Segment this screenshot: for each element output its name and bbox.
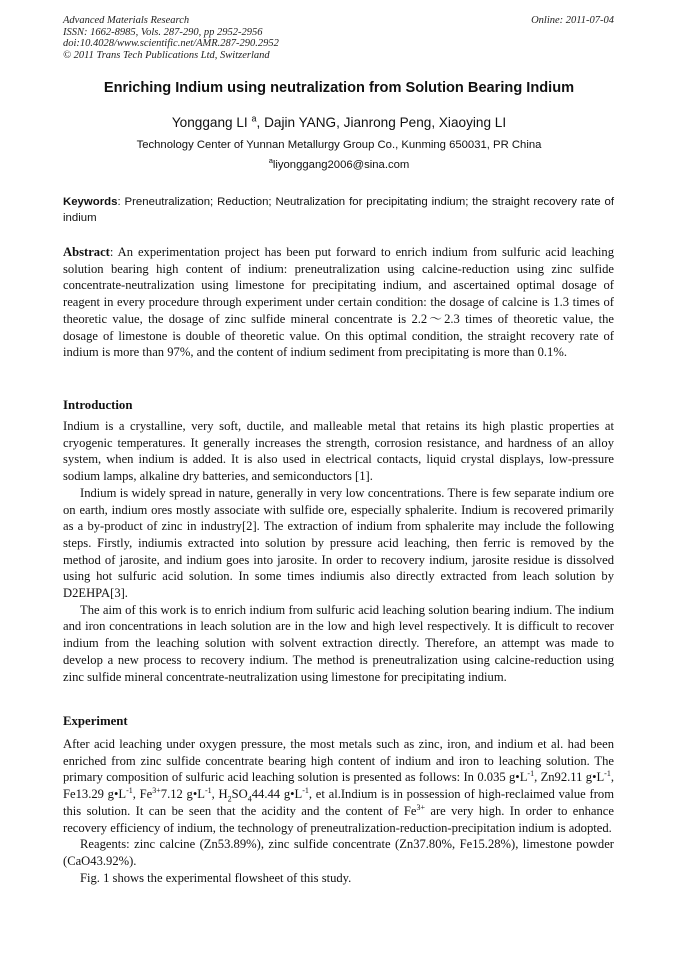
doi-line: doi:10.4028/www.scientific.net/AMR.287-290.2952 — [63, 38, 279, 49]
journal-header — [63, 15, 279, 61]
journal-name: Advanced Materials Research — [63, 15, 190, 26]
experiment-paragraph-1 — [63, 736, 614, 836]
exp-text: , Fe — [132, 787, 153, 802]
abstract — [63, 244, 614, 361]
keywords-text: : Preneutralization; Reduction; Neutralization for precipitating indium; the straight recovery rate of indium — [63, 196, 614, 224]
author-email — [0, 156, 678, 171]
exp-text: After acid leaching under oxygen pressure, the most metals such as zinc, iron, and indium et al. had been enriched from zinc sulfide concentrate bearing high content of indium and iron to leaching solution. The primary composition of sulfuric acid leaching solution is presented as follows: In 0.035 g•L — [63, 737, 614, 785]
exp-text: , Fe13.29 g•L — [63, 770, 614, 802]
exp-text: 44.44 g•L — [251, 787, 303, 802]
author-list — [0, 115, 678, 130]
online-date: Online: 2011-07-04 — [531, 15, 614, 26]
abstract-label: Abstract — [63, 245, 110, 259]
exp-text: are very high. In order to enhance recovery efficiency of indium, the technology of preneutralization-reduction-precipitation indium is adopted. — [63, 803, 614, 835]
exp-text: 7.12 g•L — [160, 787, 205, 802]
author-superscript: a — [251, 113, 257, 124]
email-address: liyonggang2006@sina.com — [272, 159, 410, 171]
keywords-label: Keywords — [63, 196, 118, 208]
exp-text: , Zn92.11 g•L — [534, 770, 605, 785]
exp-superscript: -1 — [204, 785, 212, 795]
keywords — [63, 195, 614, 226]
exp-subscript: 2 — [227, 794, 232, 804]
exp-superscript: 3+ — [416, 802, 425, 812]
exp-superscript: -1 — [302, 785, 309, 795]
experiment-section — [63, 736, 614, 886]
other-authors: , Dajin YANG, Jianrong Peng, Xiaoying LI — [256, 115, 507, 130]
paper-title: Enriching Indium using neutralization from Solution Bearing Indium — [103, 80, 575, 96]
exp-subscript: 4 — [247, 794, 252, 804]
exp-superscript: -1 — [126, 785, 133, 795]
intro-paragraph-2: Indium is widely spread in nature, generally in very low concentrations. There is few separate indium ore on earth, indium ores mostly associate with sulfide ore, especially sphalerite. Indium is recovered primarily as a by-product of zinc in industry[2]. The extraction of indium from sphalerite may include the following steps. Firstly, indiumis extracted into solution by pressure acid leaching, then ferric is removed by the method of jarosite, and indium goes into jarosite. In order to recovery indium, jarosite residue is dissolved using hot sulfuric acid solution. In some times indiumis also directly extracted from leach solution by D2EHPA[3]. — [63, 485, 614, 601]
exp-text: SO — [231, 787, 248, 802]
exp-superscript: -1 — [604, 769, 611, 779]
exp-text: , et al.Indium is in possession of high-reclaimed value from this solution. It can be seen that the acidity and the content of Fe — [63, 787, 614, 818]
issn-line: ISSN: 1662-8985, Vols. 287-290, pp 2952-2956 — [63, 26, 263, 38]
exp-text: , H — [211, 787, 228, 802]
experiment-heading: Experiment — [63, 714, 128, 728]
intro-paragraph-1: Indium is a crystalline, very soft, ductile, and malleable metal that retains its high plastic properties at cryogenic temperatures. It generally increases the strength, corrosion resistance, and hardness of an alloy system, when indium is added. It is also used in electrical contacts, liquid crystal displays, low-pressure sodium lamps, alkaline dry batteries, and semiconductors [1]. — [63, 419, 614, 484]
copyright-line: © 2011 Trans Tech Publications Ltd, Switzerland — [63, 49, 270, 61]
experiment-paragraph-3: Fig. 1 shows the experimental flowsheet of this study. — [80, 870, 352, 885]
experiment-paragraph-2: Reagents: zinc calcine (Zn53.89%), zinc sulfide concentrate (Zn37.80%, Fe15.28%), limestone powder (CaO43.92%). — [63, 837, 614, 868]
exp-superscript: 3+ — [152, 785, 161, 795]
introduction-section — [63, 418, 614, 685]
first-author: Yonggang LI — [171, 115, 248, 130]
intro-paragraph-3: The aim of this work is to enrich indium from sulfuric acid leaching solution bearing indium. The indium and iron concentrations in leach solution are in the low and high level respectively. It is difficult to recover indium from the leaching solution with solvent extraction directly. Therefore, an attempt was made to develop a new process to recovery indium. The method is preneutralization using calcine-reduction using zinc sulfide mineral concentrate-neutralization using limestone for precipitating indium. — [63, 602, 614, 684]
affiliation: Technology Center of Yunnan Metallurgy Group Co., Kunming 650031, PR China — [136, 139, 542, 151]
email-superscript: a — [268, 156, 273, 166]
introduction-heading: Introduction — [63, 398, 133, 412]
abstract-text: : An experimentation project has been put forward to enrich indium from sulfuric acid leaching solution bearing high content of indium: preneutralization using calcine-reduction using zinc sulfide concentrate-neutralization using limestone for precipitating indium, and ascertained optimal dosage of reagent in every procedure through experiment under certain condition: the dosage of calcine is 1.3 times of theoretic value, the dosage of zinc sulfide mineral concentrate is 2.2～2.3 times of theoretic value, the dosage of limestone is double of theoretic value. On this optimal condition, the straight recovery rate of indium is more than 97%, and the content of indium sediment from precipitating is more than 0.1%. — [63, 245, 614, 360]
exp-superscript: -1 — [527, 769, 535, 779]
